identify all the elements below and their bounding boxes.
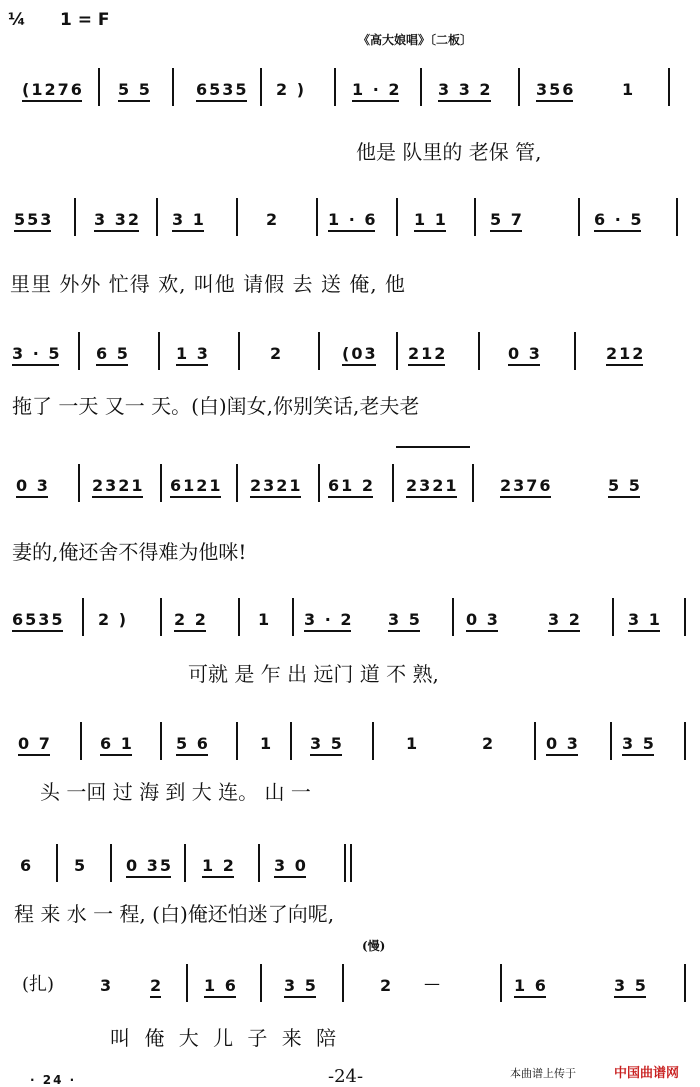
- lyric-line: 头 一回 过 海 到 大 连。 山 一: [40, 780, 311, 804]
- bar-line: [236, 722, 238, 760]
- note-group: 1 6: [204, 976, 238, 995]
- note-group: 6 1: [100, 734, 134, 753]
- site-brand: 中国曲谱网: [614, 1066, 680, 1081]
- bar-line: [372, 722, 374, 760]
- note-group: 3 · 5: [12, 344, 62, 363]
- note-group: 0 3: [508, 344, 542, 363]
- bar-line: [676, 198, 678, 236]
- bar-line: [160, 464, 162, 502]
- note-group: 6 · 5: [594, 210, 644, 229]
- note-group: 2: [266, 210, 280, 229]
- note-group: 1: [260, 734, 274, 753]
- bar-line: [334, 68, 336, 106]
- note-group: 1 1: [414, 210, 448, 229]
- bar-line: [478, 332, 480, 370]
- note-group: 6121: [170, 476, 223, 495]
- bar-line: [172, 68, 174, 106]
- bar-line: [156, 198, 158, 236]
- note-group: 3: [100, 976, 114, 995]
- note-group: 1: [258, 610, 272, 629]
- lyric-line: 可就 是 乍 出 远门 道 不 熟,: [188, 662, 439, 686]
- note-group: 5: [74, 856, 88, 875]
- note-group: 2376: [500, 476, 553, 495]
- bar-line: [260, 68, 262, 106]
- note-group: 3 32: [94, 210, 141, 229]
- note-group: 3 5: [388, 610, 422, 629]
- bar-line: [160, 722, 162, 760]
- lyric-line: 拖了 一天 又一 天。(白)闺女,你别笑话,老夫老: [12, 394, 420, 418]
- note-group: 5 5: [118, 80, 152, 99]
- note-group: 3 5: [622, 734, 656, 753]
- bar-line: [684, 964, 686, 1002]
- bar-line: [78, 464, 80, 502]
- upload-note: 本曲谱上传于: [510, 1067, 576, 1080]
- note-group: 6535: [196, 80, 249, 99]
- note-group: 3 1: [628, 610, 662, 629]
- note-group: 0 3: [546, 734, 580, 753]
- note-group: 1 · 6: [328, 210, 378, 229]
- bar-line: [258, 844, 260, 882]
- note-group: 2 ): [98, 610, 129, 629]
- note-group: 2: [270, 344, 284, 363]
- note-group: 0 3: [16, 476, 50, 495]
- bar-line: [472, 464, 474, 502]
- note-group: 0 3: [466, 610, 500, 629]
- note-group: 1: [406, 734, 420, 753]
- bar-line: [668, 68, 670, 106]
- note-group: 61 2: [328, 476, 375, 495]
- bar-line: [290, 722, 292, 760]
- bar-line: [452, 598, 454, 636]
- note-group: 3 5: [614, 976, 648, 995]
- bar-line: [396, 198, 398, 236]
- note-group: 2 ): [276, 80, 307, 99]
- bar-line: [350, 844, 352, 882]
- bar-line: [610, 722, 612, 760]
- note-group: 6: [20, 856, 34, 875]
- bar-line: [684, 598, 686, 636]
- bracket-line: [396, 446, 470, 448]
- lyric-line: 叫 俺 大 儿 子 来 陪: [110, 1026, 341, 1050]
- bar-line: [158, 332, 160, 370]
- lyric-line: 妻的,俺还舍不得难为他咪!: [12, 540, 247, 564]
- note-group: 553: [14, 210, 54, 229]
- note-group: 2321: [250, 476, 303, 495]
- bar-line: [612, 598, 614, 636]
- note-group: 2: [482, 734, 496, 753]
- note-group: 5 6: [176, 734, 210, 753]
- note-group: 1 6: [514, 976, 548, 995]
- bar-line: [98, 68, 100, 106]
- next-line-fragment: · 24 ·: [30, 1073, 77, 1087]
- note-group: —: [424, 974, 442, 993]
- bar-line: [74, 198, 76, 236]
- note-group: 1 3: [176, 344, 210, 363]
- lyric-line: 里里 外外 忙得 欢, 叫他 请假 去 送 俺, 他: [10, 272, 406, 296]
- note-group: 212: [606, 344, 646, 363]
- bar-line: [82, 598, 84, 636]
- bar-line: [80, 722, 82, 760]
- note-group: (03: [342, 344, 378, 363]
- note-group: (扎): [22, 974, 55, 995]
- lyric-line: 他是 队里的 老保 管,: [356, 140, 542, 164]
- note-group: 3 5: [310, 734, 344, 753]
- bar-line: [78, 332, 80, 370]
- note-group: 0 35: [126, 856, 173, 875]
- note-group: 356: [536, 80, 576, 99]
- bar-line: [184, 844, 186, 882]
- bar-line: [238, 332, 240, 370]
- page-number: -24-: [328, 1066, 364, 1087]
- note-group: (1276: [22, 80, 84, 99]
- note-group: 1 · 2: [352, 80, 402, 99]
- note-group: 3 2: [548, 610, 582, 629]
- bar-line: [260, 964, 262, 1002]
- bar-line: [186, 964, 188, 1002]
- note-group: 1 2: [202, 856, 236, 875]
- note-group: 3 1: [172, 210, 206, 229]
- lyric-line: 程 来 水 一 程, (白)俺还怕迷了向呢,: [14, 902, 335, 926]
- tempo-mark: (慢): [362, 939, 386, 953]
- note-group: 5 7: [490, 210, 524, 229]
- note-group: 2321: [406, 476, 459, 495]
- bar-line: [396, 332, 398, 370]
- bar-line: [236, 198, 238, 236]
- bar-line: [474, 198, 476, 236]
- bar-line: [160, 598, 162, 636]
- note-group: 3 3 2: [438, 80, 493, 99]
- note-group: 3 · 2: [304, 610, 354, 629]
- note-group: 2: [380, 976, 394, 995]
- bar-line: [236, 464, 238, 502]
- bar-line: [392, 464, 394, 502]
- bar-line: [534, 722, 536, 760]
- key-signature: 1 = F: [60, 10, 110, 30]
- bar-line: [56, 844, 58, 882]
- bar-line: [578, 198, 580, 236]
- note-group: 5 5: [608, 476, 642, 495]
- bar-line: [574, 332, 576, 370]
- bar-line: [318, 332, 320, 370]
- bar-line: [342, 964, 344, 1002]
- bar-line: [684, 722, 686, 760]
- bar-line: [238, 598, 240, 636]
- note-group: 212: [408, 344, 448, 363]
- bar-line: [292, 598, 294, 636]
- bar-line: [500, 964, 502, 1002]
- time-signature: ¼: [8, 10, 26, 30]
- note-group: 6 5: [96, 344, 130, 363]
- note-group: 2: [150, 976, 164, 995]
- note-group: 3 0: [274, 856, 308, 875]
- note-group: 1: [622, 80, 636, 99]
- bar-line: [344, 844, 346, 882]
- note-group: 6535: [12, 610, 65, 629]
- bar-line: [318, 464, 320, 502]
- bar-line: [110, 844, 112, 882]
- song-subtitle: 《高大娘唱》〔二板〕: [358, 33, 473, 47]
- bar-line: [316, 198, 318, 236]
- bar-line: [518, 68, 520, 106]
- note-group: 2 2: [174, 610, 208, 629]
- bar-line: [420, 68, 422, 106]
- note-group: 3 5: [284, 976, 318, 995]
- note-group: 0 7: [18, 734, 52, 753]
- note-group: 2321: [92, 476, 145, 495]
